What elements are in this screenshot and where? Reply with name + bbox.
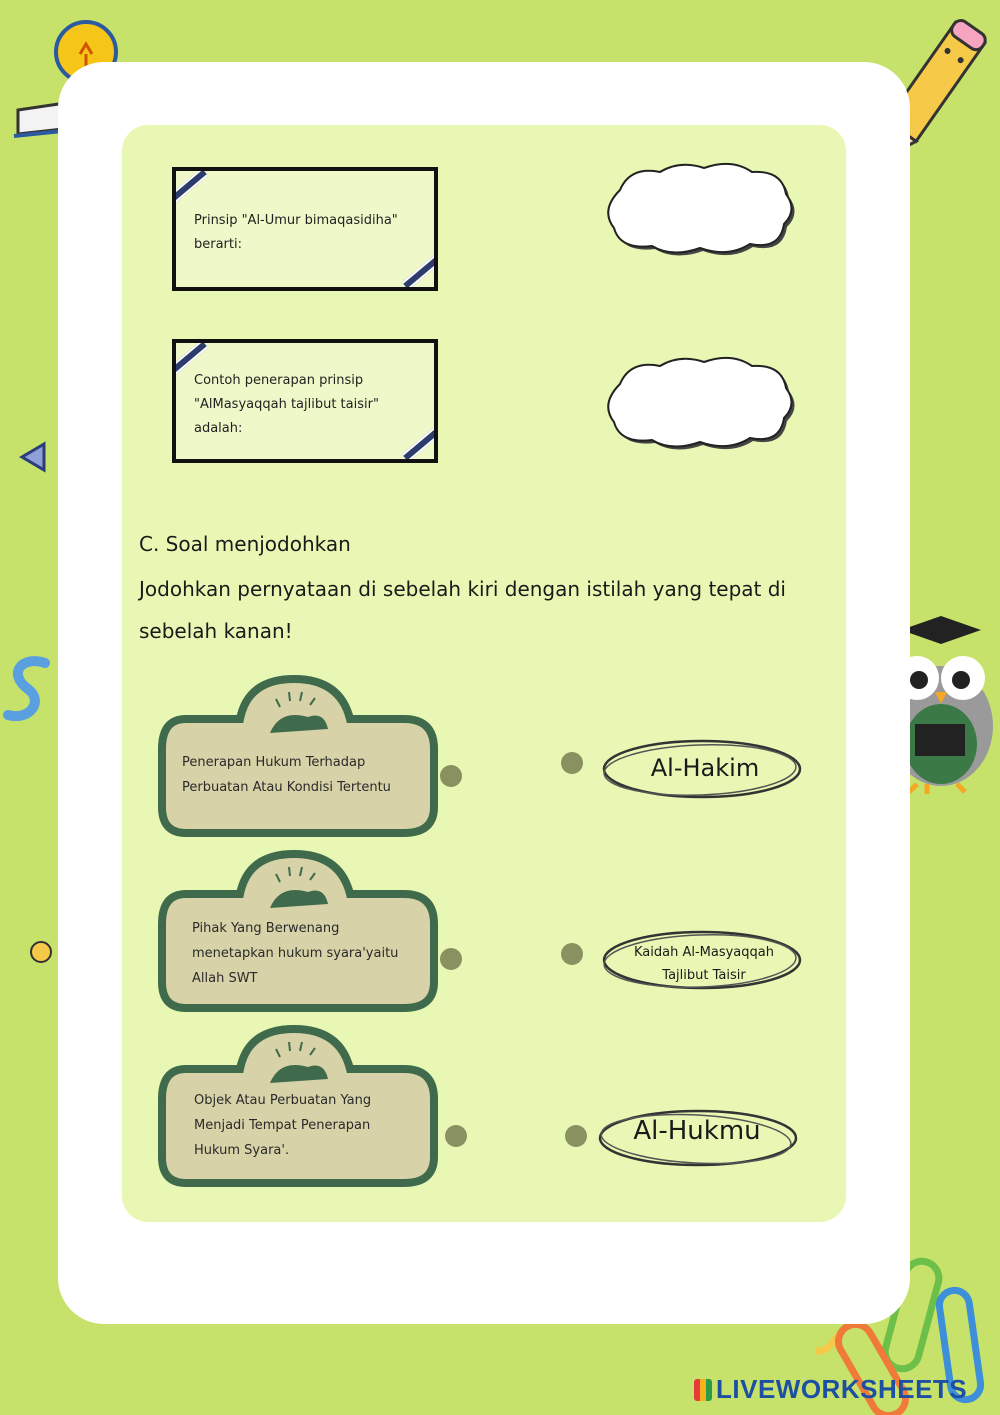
statement-text: Pihak Yang Berwenang menetapkan hukum syara'yaitu Allah SWT [192,921,399,986]
question-box-1 [172,167,438,291]
question-text: Contoh penerapan prinsip "AlMasyaqqah tajlibut taisir" adalah: [194,373,379,436]
watermark-text: LIVEWORKSHEETS [716,1374,968,1404]
section-title: C. Soal menjodohkan [139,532,351,556]
statement-match-dot-2[interactable] [440,948,462,970]
question-box-2 [172,339,438,463]
corner-ornament [402,426,438,462]
circle-shape-icon [28,939,54,965]
squiggle-shape-icon [0,655,55,725]
answer-match-dot-2[interactable] [561,943,583,965]
question-text: Prinsip "Al-Umur bimaqasidiha" berarti: [194,213,398,252]
answer-cloud-1[interactable] [600,158,798,258]
answer-text: Al-Hukmu [633,1116,761,1146]
answer-cloud-2[interactable] [600,352,798,452]
triangle-shape-icon [18,440,48,474]
answer-text: Al-Hakim [650,754,760,782]
statement-text: Objek Atau Perbuatan Yang Menjadi Tempat Penerapan Hukum Syara'. [194,1093,372,1158]
logo-icon [694,1379,712,1401]
liveworksheets-logo [694,1374,967,1405]
answer-text: Kaidah Al-Masyaqqah Tajlibut Taisir [634,945,774,983]
answer-match-dot-1[interactable] [561,752,583,774]
section-instruction: Jodohkan pernyataan di sebelah kiri dengan istilah yang tepat di sebelah kanan! [139,577,786,643]
corner-ornament [172,168,208,204]
statement-text: Penerapan Hukum Terhadap Perbuatan Atau Kondisi Tertentu [182,755,391,795]
answer-match-dot-3[interactable] [565,1125,587,1147]
statement-match-dot-3[interactable] [445,1125,467,1147]
corner-ornament [402,254,438,290]
statement-match-dot-1[interactable] [440,765,462,787]
